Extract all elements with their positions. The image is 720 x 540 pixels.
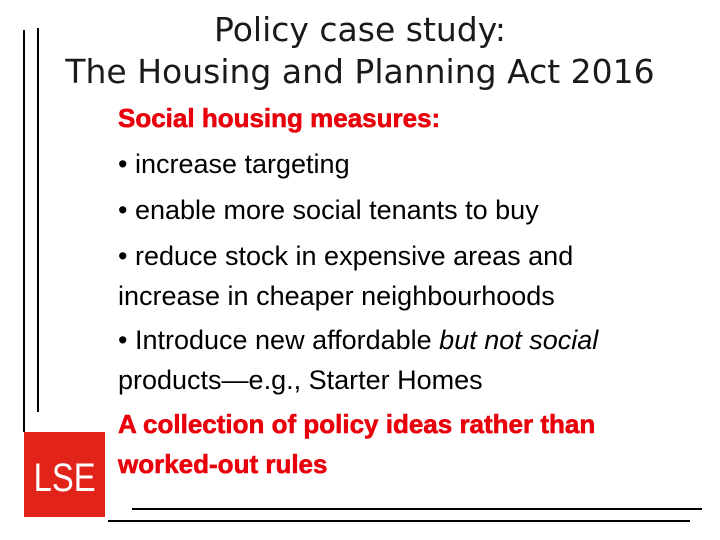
bullet-affordable-prefix: • Introduce new affordable <box>118 325 440 355</box>
bullet-increase-targeting: • increase targeting <box>118 149 350 179</box>
slide-title-line-1: Policy case study: <box>213 10 506 49</box>
conclusion-line-2: worked-out rules <box>118 449 328 479</box>
section-heading: Social housing measures: <box>118 103 441 133</box>
bullet-social-tenants-buy: • enable more social tenants to buy <box>118 195 539 225</box>
lse-logo-mark <box>24 432 105 517</box>
lse-logo-text: LSE <box>33 454 96 500</box>
bullet-affordable-products-line-1 <box>118 324 598 356</box>
conclusion-line-1: A collection of policy ideas rather than <box>118 409 596 439</box>
bullet-reduce-stock-line-2: increase in cheaper neighbourhoods <box>118 281 555 311</box>
lse-logo <box>24 432 105 517</box>
bullet-reduce-stock-line-1: • reduce stock in expensive areas and <box>118 241 574 271</box>
bullet-affordable-products-line-2: products—e.g., Starter Homes <box>118 365 483 395</box>
bullet-affordable-emphasis: but not social <box>439 325 599 355</box>
bottom-rule-upper <box>132 508 702 510</box>
bottom-rule-lower <box>108 520 690 522</box>
slide-title-line-2: The Housing and Planning Act 2016 <box>65 52 655 91</box>
